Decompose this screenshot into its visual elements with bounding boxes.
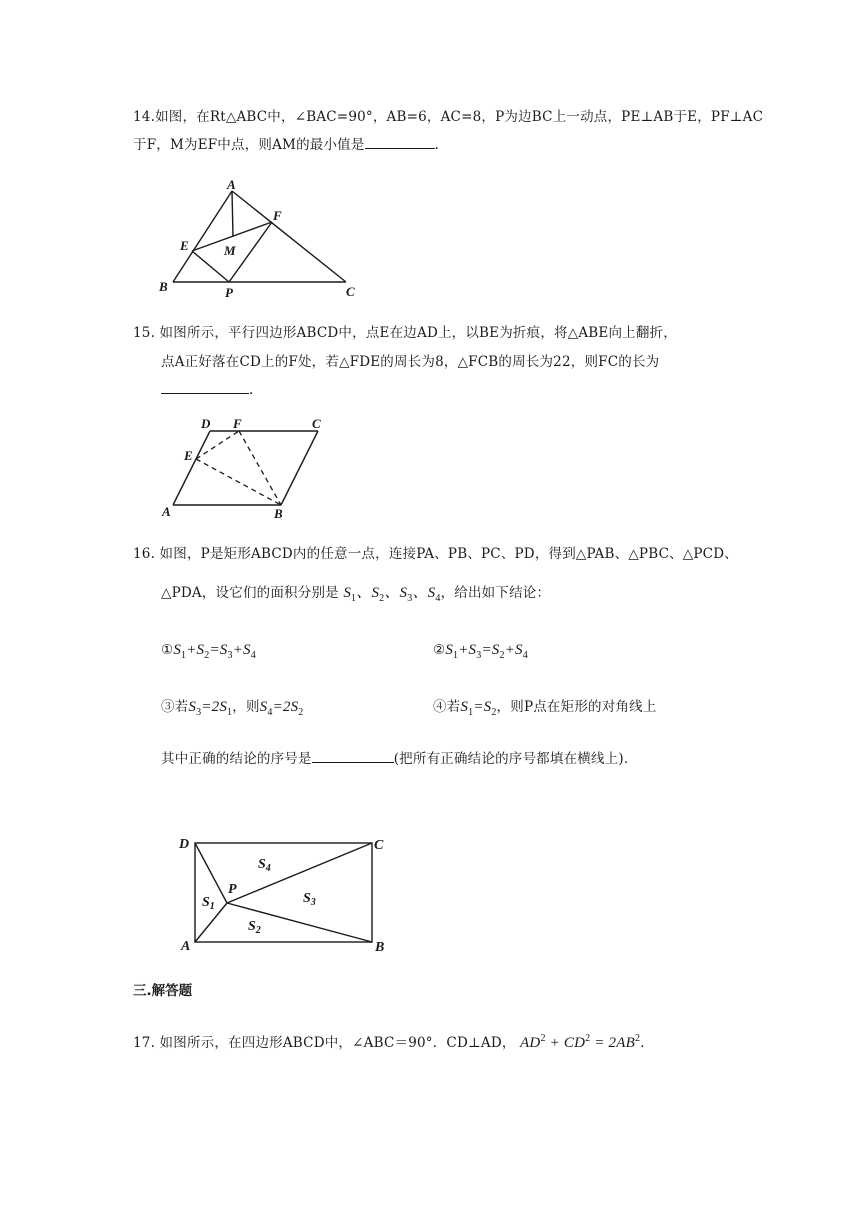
q17-equation: $AD^2 + CD^2 = 2AB^2$ <box>520 1033 641 1051</box>
q15-answer-blank <box>161 379 249 394</box>
q16-label-D: D <box>179 837 190 852</box>
q16-label-A: A <box>181 939 191 954</box>
q16-conclusion-2: $②S_1+S_3=S_2+S_4$ <box>433 642 528 661</box>
q16-line1: 16. 如图，P是矩形ABCD内的任意一点，连接PA、PB、PC、PD，得到△PAB、△PBC、△PCD、 <box>133 546 738 562</box>
q16-answer-line <box>161 748 638 769</box>
q15-label-B: B <box>274 506 283 521</box>
q15-line3 <box>161 379 254 400</box>
q15-label-D: D <box>201 416 211 431</box>
q16-area-list: $S_1$、$S_2$、$S_3$、$S_4$ <box>343 585 441 604</box>
q16-label-S3: $S_3$ <box>303 891 316 908</box>
q14-line2-end: . <box>434 137 440 153</box>
q16-c3-mid: ，则 <box>232 699 260 715</box>
q14-label-E: E <box>180 238 189 253</box>
q16-answer-blank <box>312 748 394 763</box>
q14-line2 <box>133 134 439 155</box>
q16-line2-text: △PDA，设它们的面积分别是 <box>161 585 339 601</box>
q15-label-E: E <box>184 448 193 463</box>
q16-label-S4: $S_4$ <box>258 857 271 874</box>
q17-line1-text: 17. 如图所示，在四边形ABCD中，∠ABC＝90°．CD⊥AD， <box>133 1035 516 1051</box>
q15-label-F: F <box>233 416 242 431</box>
q15-label-C: C <box>312 416 321 431</box>
q17-line1: 17. 如图所示，在四边形ABCD中，∠ABC＝90°．CD⊥AD， $AD^2 + CD^2 = 2AB^2$． <box>133 1033 654 1051</box>
q15-label-A: A <box>162 504 171 519</box>
q14-label-B: B <box>159 279 168 294</box>
q16-label-S1: $S_1$ <box>202 895 215 912</box>
q14-line1: 14.如图，在Rt△ABC中，∠BAC=90°，AB=6，AC=8，P为边BC上一动点，PE⊥AB于E，PF⊥AC <box>133 109 764 125</box>
q14-line2-text: 于F，M为EF中点，则AM的最小值是 <box>133 137 365 153</box>
q15-line3-end: . <box>249 382 254 398</box>
q16-line2-end: ，给出如下结论： <box>440 585 551 601</box>
q14-label-C: C <box>346 284 355 299</box>
q14-label-A: A <box>227 177 236 192</box>
q16-conclusion-3: ③若$S_3=2S_1$，则$S_4=2S_2$ <box>161 699 304 718</box>
q16-line2 <box>161 583 550 609</box>
q16-c4-post: ，则P点在矩形的对角线上 <box>496 699 657 715</box>
q16-conclusion-1: $①S_1+S_2=S_3+S_4$ <box>161 642 256 661</box>
section-heading: 三.解答题 <box>133 983 193 999</box>
q14-label-P: P <box>225 285 233 300</box>
q14-answer-blank <box>365 134 435 149</box>
q16-conclusion-4: ④若$S_1=S_2$，则P点在矩形的对角线上 <box>433 699 657 718</box>
q14-label-F: F <box>273 208 282 223</box>
q16-label-C: C <box>374 838 384 853</box>
q15-line2: 点A正好落在CD上的F处，若△FDE的周长为8，△FCB的周长为22，则FC的长为 <box>161 354 660 370</box>
q16-c2-mark: ② <box>433 642 446 658</box>
q15-line1: 15. 如图所示，平行四边形ABCD中，点E在边AD上，以BE为折痕，将△ABE向上翻折， <box>133 325 677 341</box>
q14-label-M: M <box>224 243 236 258</box>
q16-answer-post: (把所有正确结论的序号都填在横线上)． <box>393 751 638 767</box>
q16-label-P: P <box>228 882 237 897</box>
q16-c1-mark: ① <box>161 642 174 658</box>
q16-label-S2: $S_2$ <box>248 919 261 936</box>
q16-answer-pre: 其中正确的结论的序号是 <box>161 751 312 767</box>
q16-c3-pre: ③若 <box>161 699 189 715</box>
q16-c4-pre: ④若 <box>433 699 461 715</box>
q16-label-B: B <box>375 940 385 955</box>
